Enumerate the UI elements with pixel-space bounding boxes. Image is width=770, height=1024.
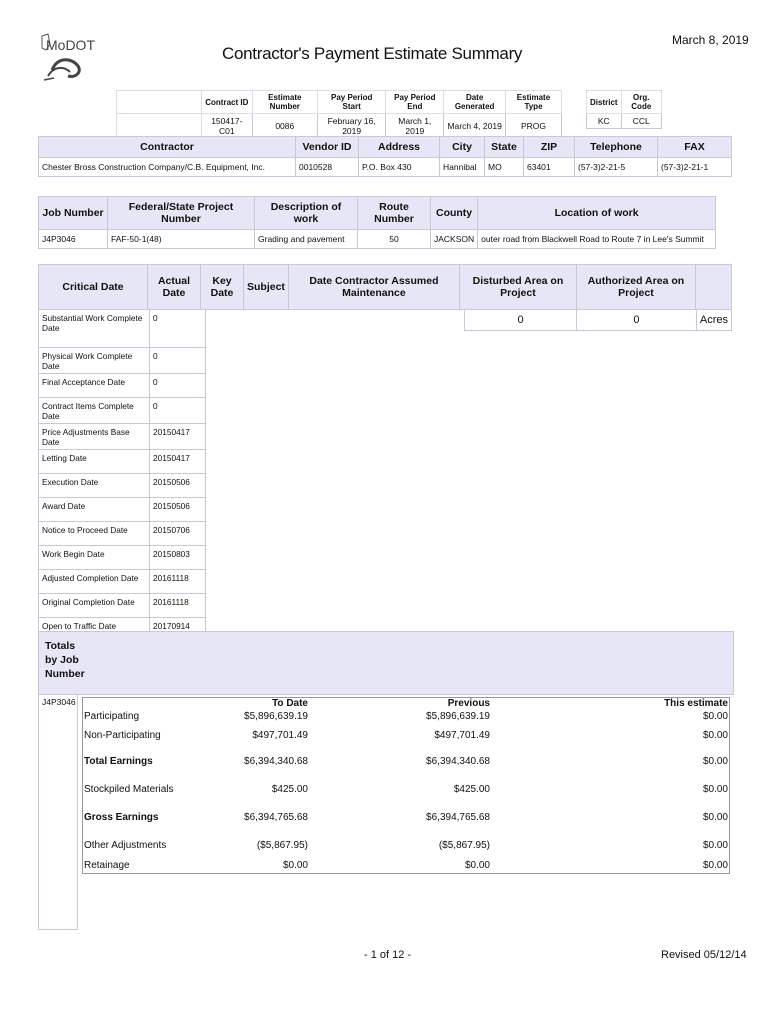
critical-date-label: Original Completion Date <box>39 594 150 618</box>
critical-date-label: Price Adjustments Base Date <box>39 424 150 450</box>
project-number-header: Federal/State Project Number <box>108 197 255 230</box>
modot-logo <box>38 30 98 86</box>
revision-date: Revised 05/12/14 <box>661 949 747 961</box>
fax-header: FAX <box>658 137 732 158</box>
district-table <box>586 90 662 129</box>
document-date: March 8, 2019 <box>672 33 749 47</box>
critical-header-table <box>38 264 732 310</box>
telephone-header: Telephone <box>575 137 658 158</box>
job-number: J4P3046 <box>39 230 108 249</box>
critical-date-label: Award Date <box>39 498 150 522</box>
critical-date-value: 20150417 <box>150 450 206 474</box>
estimate-table <box>116 90 562 139</box>
totals-row <box>83 775 730 803</box>
totals-this: $0.00 <box>702 860 728 872</box>
totals-to-date: $0.00 <box>282 860 308 872</box>
totals-row-label: Other Adjustments <box>84 839 167 851</box>
critical-date-label: Open to Traffic Date <box>39 618 150 642</box>
totals-previous: ($5,867.95) <box>438 839 490 851</box>
critical-date-row <box>39 546 206 570</box>
district-value: KC <box>587 114 622 129</box>
critical-date-label: Notice to Proceed Date <box>39 522 150 546</box>
totals-title: Totals by Job Number <box>45 640 85 680</box>
totals-previous: $5,896,639.19 <box>426 710 490 722</box>
totals-previous: $425.00 <box>453 783 490 795</box>
area-unit: Acres <box>696 310 731 331</box>
fax: (57-3)2-21-1 <box>658 158 732 177</box>
critical-date-value: 0 <box>150 310 206 348</box>
critical-date-row <box>39 570 206 594</box>
totals-this: $0.00 <box>702 783 728 795</box>
city: Hannibal <box>440 158 485 177</box>
totals-previous: $497,701.49 <box>434 729 490 741</box>
to-date-header: To Date <box>272 698 308 709</box>
totals-to-date: $497,701.49 <box>252 729 308 741</box>
critical-date-label: Execution Date <box>39 474 150 498</box>
date-generated: March 4, 2019 <box>444 114 506 139</box>
critical-date-value: 20150417 <box>150 424 206 450</box>
totals-to-date: $425.00 <box>271 783 308 795</box>
estimate-header: Estimate Type <box>505 91 561 114</box>
totals-job-number <box>38 694 78 930</box>
county-header: County <box>431 197 478 230</box>
critical-date-row <box>39 474 206 498</box>
actual-date-header: Actual Date <box>148 265 201 310</box>
critical-date-value: 20150706 <box>150 522 206 546</box>
pay-period-start: February 16, 2019 <box>317 114 385 139</box>
critical-date-label: Physical Work Complete Date <box>39 348 150 374</box>
totals-row <box>83 831 730 859</box>
totals-row <box>83 859 730 873</box>
critical-date-row <box>39 594 206 618</box>
org-code-header: Org. Code <box>621 91 661 114</box>
address-header: Address <box>359 137 440 158</box>
maintenance-header: Date Contractor Assumed Maintenance <box>288 265 459 310</box>
critical-date-label: Adjusted Completion Date <box>39 570 150 594</box>
unit-header-blank <box>695 265 731 310</box>
project-number: FAF-50-1(48) <box>108 230 255 249</box>
critical-date-row <box>39 348 206 374</box>
critical-date-value: 0 <box>150 374 206 398</box>
totals-header <box>38 631 734 695</box>
totals-row-label: Participating <box>84 710 140 722</box>
county: JACKSON <box>431 230 478 249</box>
critical-date-label: Final Acceptance Date <box>39 374 150 398</box>
vendor-id-header: Vendor ID <box>296 137 359 158</box>
disturbed-area-value: 0 <box>465 310 577 331</box>
critical-dates-table <box>38 309 206 642</box>
job-table <box>38 196 716 249</box>
totals-row-label: Non-Participating <box>84 729 161 741</box>
critical-date-label: Substantial Work Complete Date <box>39 310 150 348</box>
totals-job-label: J4P3046 <box>42 697 76 707</box>
totals-to-date: $6,394,340.68 <box>244 755 308 767</box>
subject-header: Subject <box>244 265 289 310</box>
totals-this: $0.00 <box>702 710 728 722</box>
critical-date-row <box>39 498 206 522</box>
totals-row-label: Retainage <box>84 860 130 872</box>
vendor-id: 0010528 <box>296 158 359 177</box>
zip-header: ZIP <box>524 137 575 158</box>
critical-date-value: 20170914 <box>150 618 206 642</box>
description-of-work: Grading and pavement <box>255 230 358 249</box>
location-header: Location of work <box>478 197 716 230</box>
authorized-area-header: Authorized Area on Project <box>576 265 695 310</box>
totals-row <box>83 723 730 747</box>
authorized-area-value: 0 <box>577 310 697 331</box>
estimate-header: Estimate Number <box>252 91 317 114</box>
state: MO <box>485 158 524 177</box>
contractor-table <box>38 136 732 177</box>
estimate-header: Contract ID <box>202 91 253 114</box>
totals-row-label: Stockpiled Materials <box>84 783 174 795</box>
org-code-value: CCL <box>621 114 661 129</box>
critical-date-value: 20150803 <box>150 546 206 570</box>
totals-to-date: ($5,867.95) <box>256 839 308 851</box>
totals-row-label: Gross Earnings <box>84 811 159 823</box>
totals-this: $0.00 <box>702 839 728 851</box>
totals-row <box>83 803 730 831</box>
contractor-header: Contractor <box>39 137 296 158</box>
district-header: District <box>587 91 622 114</box>
route-number-header: Route Number <box>358 197 431 230</box>
disturbed-area-header: Disturbed Area on Project <box>459 265 576 310</box>
estimate-type: PROG <box>505 114 561 139</box>
critical-date-row <box>39 398 206 424</box>
critical-date-value: 20161118 <box>150 570 206 594</box>
critical-date-value: 0 <box>150 398 206 424</box>
critical-date-value: 20161118 <box>150 594 206 618</box>
key-date-header: Key Date <box>201 265 244 310</box>
estimate-number: 0086 <box>252 114 317 139</box>
contractor-name: Chester Bross Construction Company/C.B. Equipment, Inc. <box>39 158 296 177</box>
totals-to-date: $6,394,765.68 <box>244 811 308 823</box>
totals-this: $0.00 <box>702 755 728 767</box>
critical-date-row <box>39 424 206 450</box>
critical-date-value: 0 <box>150 348 206 374</box>
totals-previous: $6,394,765.68 <box>426 811 490 823</box>
this-estimate-header: This estimate <box>664 698 728 709</box>
totals-previous: $0.00 <box>464 860 490 872</box>
critical-date-value: 20150506 <box>150 474 206 498</box>
state-header: State <box>485 137 524 158</box>
totals-row-label: Total Earnings <box>84 755 153 767</box>
critical-date-row <box>39 450 206 474</box>
critical-date-row <box>39 374 206 398</box>
pay-period-end: March 1, 2019 <box>386 114 444 139</box>
previous-header: Previous <box>447 698 490 709</box>
totals-table <box>82 697 730 874</box>
totals-previous: $6,394,340.68 <box>426 755 490 767</box>
zip: 63401 <box>524 158 575 177</box>
location-of-work: outer road from Blackwell Road to Route 7 in Lee's Summit <box>478 230 716 249</box>
job-number-header: Job Number <box>39 197 108 230</box>
address: P.O. Box 430 <box>359 158 440 177</box>
estimate-header: Pay Period End <box>386 91 444 114</box>
city-header: City <box>440 137 485 158</box>
totals-this: $0.00 <box>702 729 728 741</box>
critical-date-label: Letting Date <box>39 450 150 474</box>
critical-date-label: Work Begin Date <box>39 546 150 570</box>
document-title: Contractor's Payment Estimate Summary <box>222 44 523 63</box>
estimate-header: Date Generated <box>444 91 506 114</box>
totals-this: $0.00 <box>702 811 728 823</box>
svg-text:MoDOT: MoDOT <box>46 37 95 53</box>
route-number: 50 <box>358 230 431 249</box>
estimate-header: Pay Period Start <box>317 91 385 114</box>
critical-date-label: Contract Items Complete Date <box>39 398 150 424</box>
totals-row <box>83 709 730 723</box>
contract-id: 150417-C01 <box>202 114 253 139</box>
critical-date-row <box>39 310 206 348</box>
description-header: Description of work <box>255 197 358 230</box>
critical-date-row <box>39 522 206 546</box>
page-number: - 1 of 12 - <box>364 949 412 961</box>
totals-row <box>83 747 730 775</box>
totals-to-date: $5,896,639.19 <box>244 710 308 722</box>
telephone: (57-3)2-21-5 <box>575 158 658 177</box>
area-table <box>464 309 732 331</box>
critical-date-value: 20150506 <box>150 498 206 522</box>
critical-date-header: Critical Date <box>39 265 148 310</box>
